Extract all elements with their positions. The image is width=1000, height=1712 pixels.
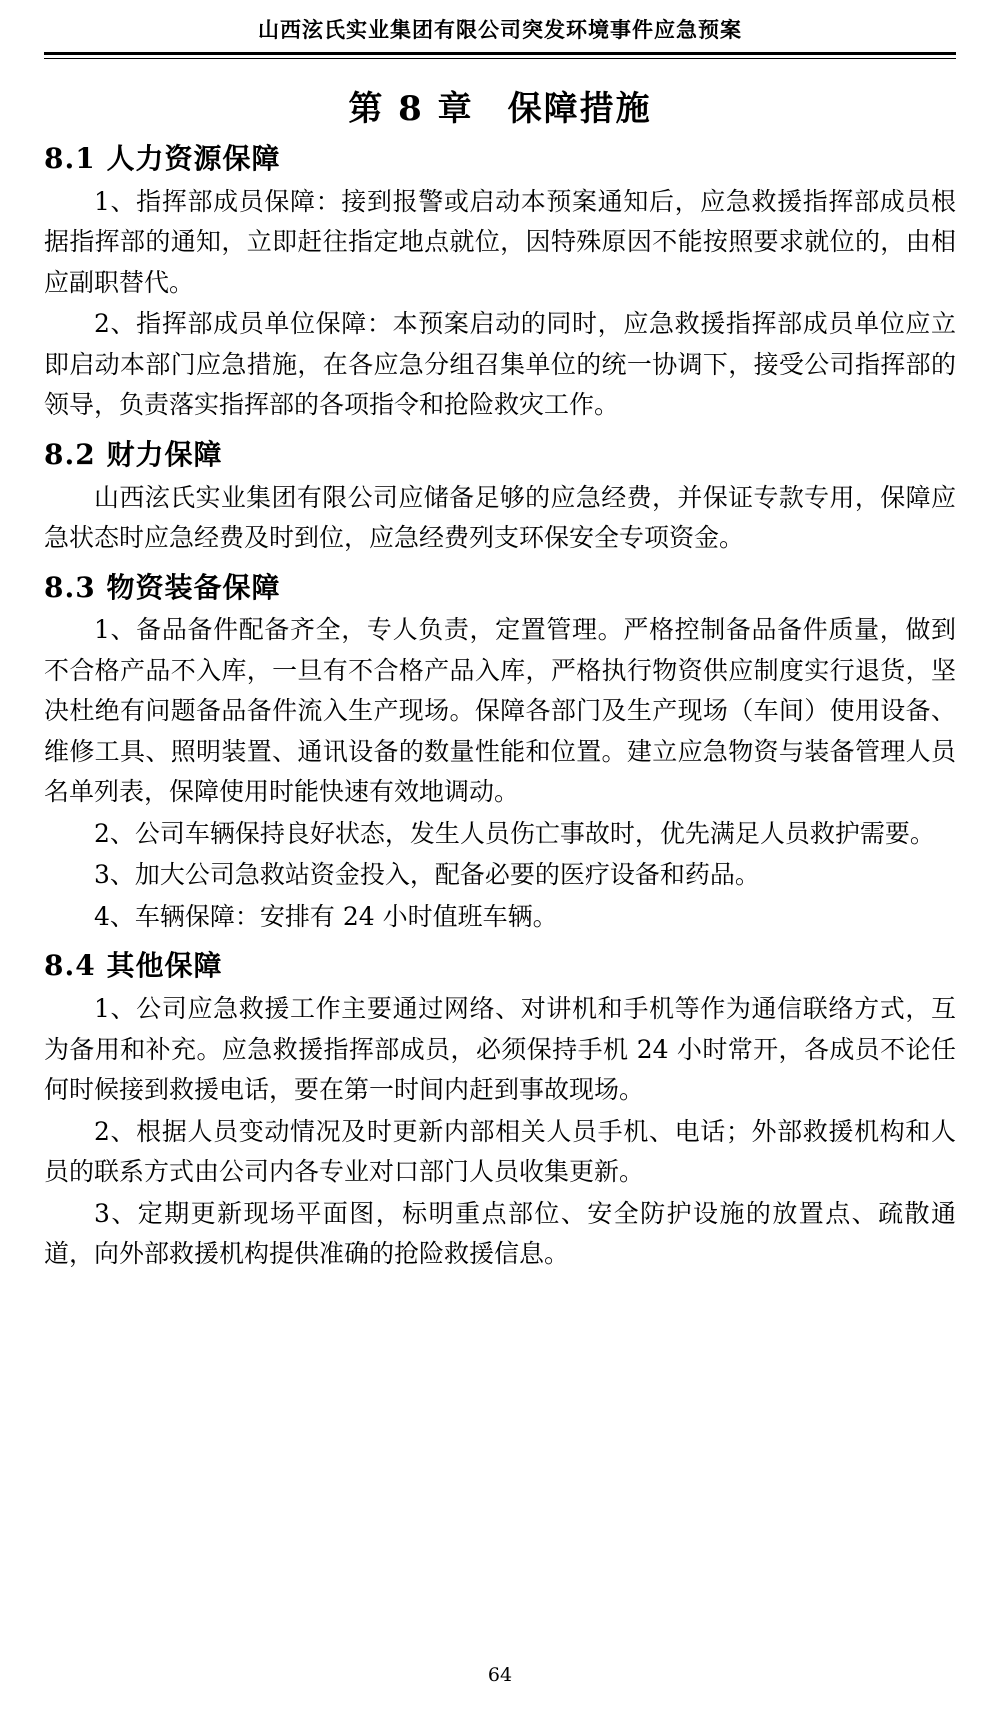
paragraph: 4、车辆保障：安排有 24 小时值班车辆。 [94, 901, 558, 931]
chapter-name: 保障措施 [507, 89, 652, 129]
paragraph: 2、公司车辆保持良好状态，发生人员伤亡事故时，优先满足人员救护需要。 [94, 818, 935, 848]
running-header: 山西泫氏实业集团有限公司突发环境事件应急预案 [258, 17, 742, 42]
section-heading-8-2: 8.2 财力保障 [44, 437, 223, 471]
section-heading-8-1: 8.1 人力资源保障 [44, 142, 281, 175]
paragraph: 2、指挥部成员单位保障：本预案启动的同时，应急救援指挥部成员单位应立即启动本部门应急措施，在各应急分组召集单位的统一协调下，接受公司指挥部的领导，负责落实指挥部的各项指令和抢险救灾工作。 [44, 309, 956, 420]
section-heading-8-3: 8.3 物资装备保障 [44, 570, 281, 604]
chapter-number: 第 8 章 [348, 89, 474, 129]
page-number: 64 [487, 1664, 513, 1686]
paragraph: 山西泫氏实业集团有限公司应储备足够的应急经费，并保证专款专用，保障应急状态时应急经费及时到位，应急经费列支环保安全专项资金。 [44, 482, 956, 553]
paragraph: 3、定期更新现场平面图，标明重点部位、安全防护设施的放置点、疏散通道，向外部救援机构提供准确的抢险救援信息。 [44, 1198, 956, 1269]
paragraph: 3、加大公司急救站资金投入，配备必要的医疗设备和药品。 [94, 860, 760, 890]
paragraph: 1、指挥部成员保障：接到报警或启动本预案通知后，应急救援指挥部成员根据指挥部的通知，立即赶往指定地点就位，因特殊原因不能按照要求就位的，由相应副职替代。 [44, 186, 956, 297]
paragraph: 2、根据人员变动情况及时更新内部相关人员手机、电话；外部救援机构和人员的联系方式由公司内各专业对口部门人员收集更新。 [44, 1116, 956, 1187]
paragraph: 1、备品备件配备齐全，专人负责，定置管理。严格控制备品备件质量，做到不合格产品不入库，一旦有不合格产品入库，严格执行物资供应制度实行退货，坚决杜绝有问题备品备件流入生产现场。保障各部门及生产现场（车间）使用设备、维修工具、照明装置、通讯设备的数量性能和位置。建立应急物资与装备管理人员名单列表，保障使用时能快速有效地调动。 [44, 615, 956, 807]
section-heading-8-4: 8.4 其他保障 [44, 949, 223, 983]
chapter-title [44, 81, 956, 130]
header-divider [44, 52, 956, 59]
paragraph: 1、公司应急救援工作主要通过网络、对讲机和手机等作为通信联络方式，互为备用和补充。应急救援指挥部成员，必须保持手机 24 小时常开，各成员不论任何时候接到救援电话，要在第一时间内赶到事故现场。 [44, 994, 956, 1105]
